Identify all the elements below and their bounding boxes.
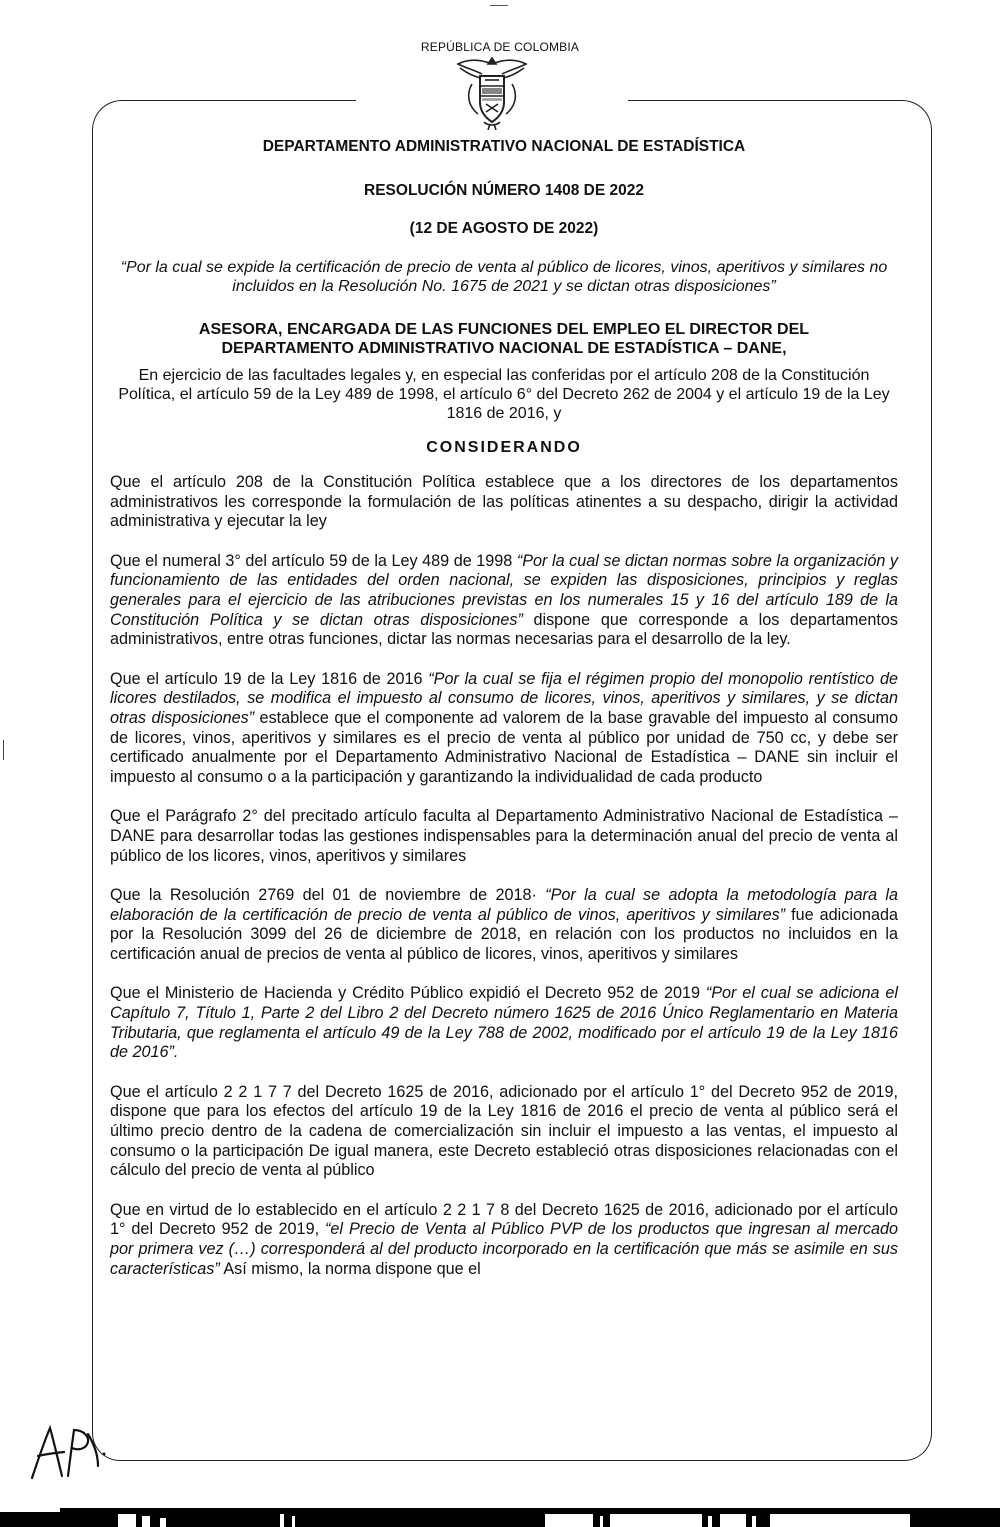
handwritten-initials-icon	[28, 1420, 108, 1480]
coat-of-arms-icon	[452, 54, 532, 130]
republic-heading: REPÚBLICA DE COLOMBIA	[420, 40, 580, 54]
considering-heading: CONSIDERANDO	[426, 439, 582, 456]
faculties-paragraph: En ejercicio de las facultades legales y, en especial las conferidas por el artículo 208 de la Constitución Política, el artículo 59 de la Ley 489 de 1998, el artículo 6° del Decreto 262 de 2004 y el artículo 19 de la Ley 1816 de 2016, y	[118, 367, 890, 422]
resolution-number: RESOLUCIÓN NÚMERO 1408 DE 2022	[364, 182, 644, 199]
frame-border-bottom	[92, 1390, 932, 1461]
scan-bottom-bar	[0, 1508, 1000, 1527]
authority-heading	[110, 320, 898, 358]
paragraph: Que el Parágrafo 2° del precitado artículo faculta al Departamento Administrativo Nacional de Estadística – DANE para desarrollar todas las gestiones indispensables para la determinación anual del precio de venta al público de los licores, vinos, aperitivos y similares	[110, 807, 898, 865]
document-body	[110, 134, 898, 1279]
resolution-date: (12 DE AGOSTO DE 2022)	[409, 220, 599, 237]
authority-line: DEPARTAMENTO ADMINISTRATIVO NACIONAL DE ESTADÍSTICA – DANE,	[221, 340, 787, 357]
authority-line: ASESORA, ENCARGADA DE LAS FUNCIONES DEL EMPLEO EL DIRECTOR DEL	[198, 321, 810, 338]
paragraph: Que el artículo 19 de la Ley 1816 de 2016 “Por la cual se fija el régimen propio del monopolio rentístico de licores destilados, se modifica el impuesto al consumo de licores, vinos, aperitivos y similares, y se dictan otras disposiciones” establece que el componente ad valorem de la base gravable del impuesto al consumo de licores, vinos, aperitivos y similares es el precio de venta al público por unidad de 750 cc, y debe ser certificado anualmente por el Departamento Administrativo Nacional de Estadística – DANE sin incluir el impuesto al consumo o a la participación y garantizando la individualidad de cada producto	[110, 669, 898, 786]
scan-margin-mark	[3, 740, 4, 760]
paragraph: Que en virtud de lo establecido en el artículo 2 2 1 7 8 del Decreto 1625 de 2016, adicionado por el artículo 1° del Decreto 952 de 2019, “el Precio de Venta al Público PVP de los productos que ingresan al mercado por primera vez (…) corresponderá al del producto incorporado en la certificación que más se asimile en sus características” Así mismo, la norma dispone que el	[110, 1200, 899, 1278]
paragraph: Que el artículo 208 de la Constitución Política establece que a los directores de los departamentos administrativos les corresponde la formulación de las políticas atinentes a su despacho, dirigir la actividad administrativa y ejecutar la ley	[110, 473, 898, 531]
paragraph: Que el artículo 2 2 1 7 7 del Decreto 1625 de 2016, adicionado por el artículo 1° del Decreto 952 de 2019, dispone que para los efectos del artículo 19 de la Ley 1816 de 2016 el precio de venta al público será el último precio dentro de la cadena de comercialización sin incluir el impuesto a las ventas, el impuesto al consumo o la participación De igual manera, este Decreto estableció otras disposiciones relacionadas con el cálculo del precio de venta al público	[110, 1082, 898, 1180]
scan-artifact-line	[490, 5, 508, 6]
department-title: DEPARTAMENTO ADMINISTRATIVO NACIONAL DE ESTADÍSTICA	[262, 138, 746, 155]
paragraph: Que la Resolución 2769 del 01 de noviembre de 2018· “Por la cual se adopta la metodología para la elaboración de la certificación de precio de venta al público de vinos, aperitivos y similares” fue adicionada por la Resolución 3099 del 26 de diciembre de 2018, en relación con los productos no incluidos en la certificación anual de precios de venta al público de licores, vinos, aperitivos y similares	[110, 886, 898, 963]
paragraph: Que el numeral 3° del artículo 59 de la Ley 489 de 1998 “Por la cual se dictan normas sobre la organización y funcionamiento de las entidades del orden nacional, se expiden las disposiciones, principios y reglas generales para el ejercicio de las atribuciones previstas en los numerales 15 y 16 del artículo 189 de la Constitución Política y se dictan otras disposiciones” dispone que corresponde a los departamentos administrativos, entre otras funciones, dictar las normas necesarias para el desarrollo de la ley.	[110, 551, 898, 649]
resolution-subtitle: “Por la cual se expide la certificación de precio de venta al público de licores, vinos, aperitivos y similares no incluidos en la Resolución No. 1675 de 2021 y se dictan otras disposiciones”	[120, 259, 888, 295]
paragraph: Que el Ministerio de Hacienda y Crédito Público expidió el Decreto 952 de 2019 “Por el cual se adiciona el Capítulo 7, Título 1, Parte 2 del Libro 2 del Decreto número 1625 de 2016 Único Reglamentario en Materia Tributaria, que reglamenta el artículo 49 de la Ley 788 de 2002, modificado por el artículo 19 de la Ley 1816 de 2016”.	[110, 984, 899, 1062]
